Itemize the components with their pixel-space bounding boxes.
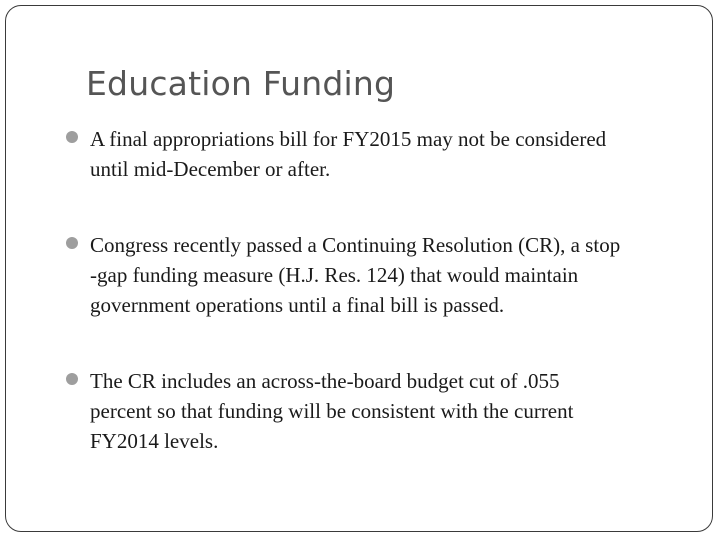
bullet-item [66,124,676,184]
slide-frame [5,5,713,532]
bullet-item [66,366,676,456]
bullet-dot-icon [66,373,78,385]
bullet-text: The CR includes an across-the-board budget cut of .055 percent so that funding will be consistent with the current FY2014 levels. [90,369,574,453]
bullet-text: Congress recently passed a Continuing Resolution (CR), a stop -gap funding measure (H.J. Res. 124) that would maintain government operations until a final bill is passed. [90,233,621,317]
bullet-item [66,230,676,320]
bullet-text: A final appropriations bill for FY2015 may not be considered until mid-December or after. [90,127,607,181]
bullet-dot-icon [66,131,78,143]
bullet-dot-icon [66,237,78,249]
slide-title: Education Funding [86,64,396,103]
